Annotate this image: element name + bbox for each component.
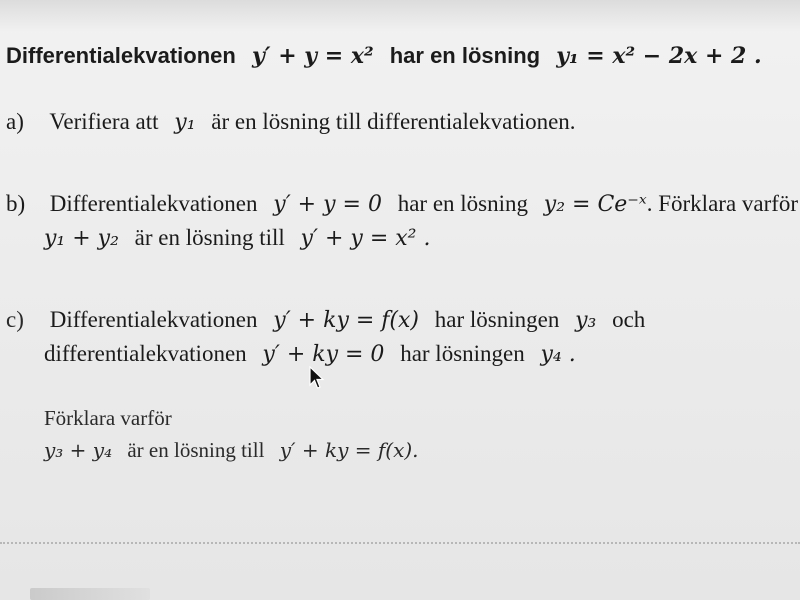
part-a-text-2: är en lösning till differentialekvationen.	[211, 109, 576, 134]
intro-line	[6, 42, 762, 70]
intro-text-2: har en lösning	[389, 43, 541, 68]
part-c-line-1	[6, 306, 645, 335]
part-b-text-2: har en lösning	[397, 191, 529, 216]
faded-footer-text	[30, 588, 150, 600]
intro-text-1: Differentialekvationen	[6, 43, 236, 68]
part-b-text-4: är en lösning till	[134, 225, 285, 250]
part-c-text-4: differentialekvationen	[44, 341, 247, 366]
part-b-line-2	[44, 224, 430, 253]
part-b-label: b)	[6, 191, 26, 216]
part-c-text-1: Differentialekvationen	[49, 307, 258, 332]
part-a-text-1: Verifiera att	[49, 109, 159, 134]
part-c-text-6: Förklara varför	[44, 406, 172, 430]
part-b-target-equation: y′ + y = x² .	[300, 226, 431, 251]
part-b-sum: y₁ + y₂	[44, 226, 119, 251]
part-c-target-equation: y′ + ky = f(x).	[279, 438, 419, 462]
part-a-math-1: y₁	[174, 110, 196, 135]
section-divider	[0, 542, 800, 544]
part-c-text-5: har lösningen	[400, 341, 525, 366]
part-c-text-2: har lösningen	[434, 307, 560, 332]
part-a-label: a)	[6, 109, 24, 134]
part-c-line-2	[44, 340, 576, 369]
part-c-label: c)	[6, 307, 24, 332]
part-c-text-3: och	[612, 307, 646, 332]
part-c-line-3	[44, 404, 172, 432]
part-c-equation: y′ + ky = f(x)	[273, 308, 420, 333]
part-c-homogeneous-equation: y′ + ky = 0	[262, 342, 385, 367]
part-b-line-1	[6, 190, 798, 219]
part-a-line	[6, 108, 576, 137]
part-c-y3: y₃	[575, 308, 597, 333]
part-b-text-3: . Förklara varför	[646, 191, 799, 216]
top-shadow	[0, 0, 800, 32]
intro-equation: y′ + y = x²	[251, 43, 374, 69]
part-b-equation: y′ + y = 0	[273, 192, 382, 217]
part-c-sum: y₃ + y₄	[44, 438, 113, 462]
mouse-cursor-icon	[309, 366, 325, 390]
part-c-text-7: är en lösning till	[127, 438, 265, 462]
part-c-line-4	[44, 436, 419, 464]
part-c-y4: y₄ .	[540, 342, 576, 367]
part-b-solution: y₂ = Ce⁻ˣ	[543, 192, 647, 217]
part-b-text-1: Differentialekvationen	[49, 191, 258, 216]
intro-solution: y₁ = x² − 2x + 2 .	[556, 43, 762, 69]
